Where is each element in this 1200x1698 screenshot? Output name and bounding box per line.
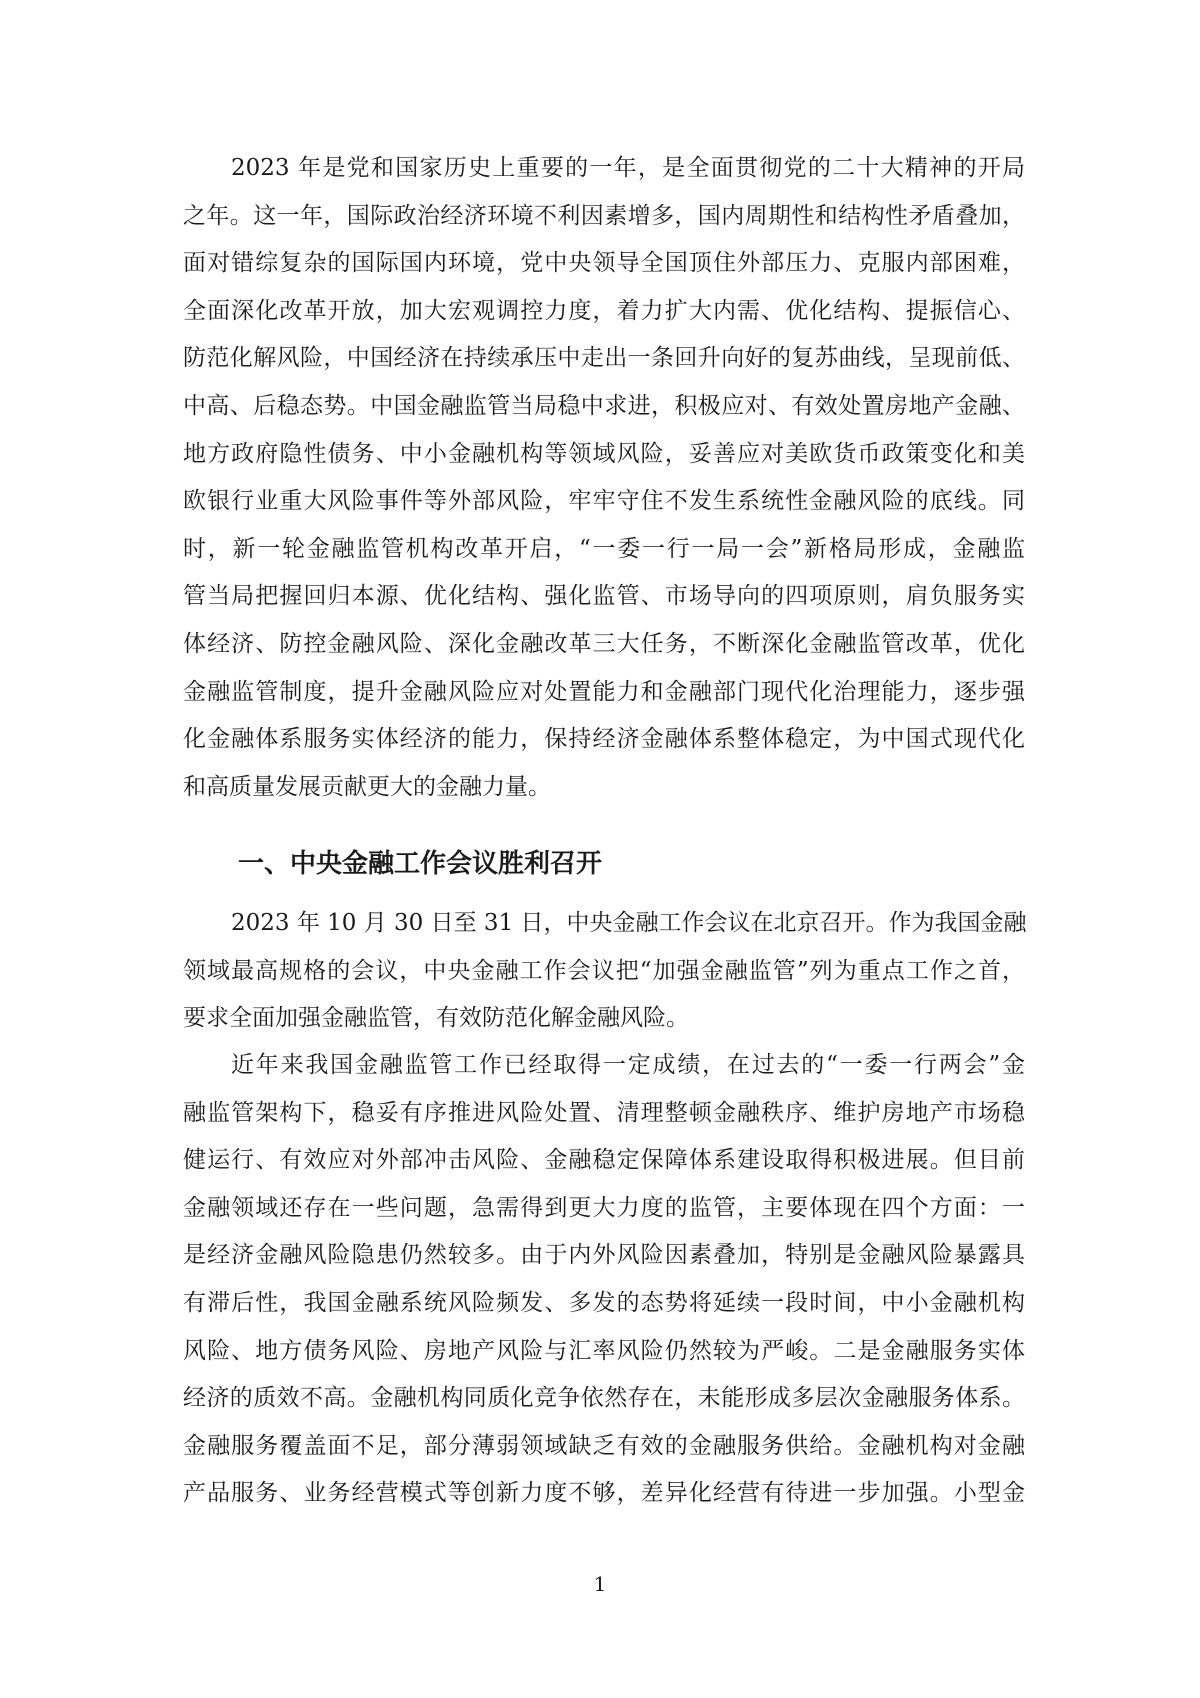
text-line: 领域最高规格的会议，中央金融工作会议把“加强金融监管”列为重点工作之首，: [183, 957, 1025, 984]
text-line: 2023 年是党和国家历史上重要的一年，是全面贯彻党的二十大精神的开局: [231, 155, 1025, 181]
text-line: 化金融体系服务实体经济的能力，保持经济金融体系整体稳定，为中国式现代化: [183, 726, 1025, 753]
text-line: 经济的质效不高。金融机构同质化竞争依然存在，未能形成多层次金融服务体系。: [183, 1385, 1025, 1412]
paragraph-conference: [183, 900, 1025, 1043]
text-line: 有滞后性，我国金融系统风险频发、多发的态势将延续一段时间，中小金融机构: [183, 1289, 1025, 1316]
text-line: 健运行、有效应对外部冲击风险、金融稳定保障体系建设取得积极进展。但目前: [183, 1147, 1025, 1174]
text-line: 和高质量发展贡献更大的金融力量。: [183, 773, 551, 800]
text-line: 管当局把握回归本源、优化结构、强化监管、市场导向的四项原则，肩负服务实: [183, 583, 1025, 610]
text-line: 融监管架构下，稳妥有序推进风险处置、清理整顿金融秩序、维护房地产市场稳: [183, 1099, 1025, 1126]
text-line: 地方政府隐性债务、中小金融机构等领域风险，妥善应对美欧货币政策变化和美: [183, 440, 1025, 467]
paragraph-intro: [183, 145, 1025, 811]
section-heading: 一、中央金融工作会议胜利召开: [238, 849, 603, 879]
text-line: 金融服务覆盖面不足，部分薄弱领域缺乏有效的金融服务供给。金融机构对金融: [183, 1432, 1025, 1459]
paragraph-issues: [183, 1042, 1025, 1518]
text-line: 产品服务、业务经营模式等创新力度不够，差异化经营有待进一步加强。小型金: [183, 1480, 1025, 1507]
text-line: 防范化解风险，中国经济在持续承压中走出一条回升向好的复苏曲线，呈现前低、: [183, 345, 1025, 372]
text-line: 面对错综复杂的国际国内环境，党中央领导全国顶住外部压力、克服内部困难，: [183, 250, 1025, 277]
text-line: 之年。这一年，国际政治经济环境不利因素增多，国内周期性和结构性矛盾叠加，: [183, 202, 1025, 229]
text-line: 风险、地方债务风险、房地产风险与汇率风险仍然较为严峻。二是金融服务实体: [183, 1337, 1025, 1364]
text-line: 体经济、防控金融风险、深化金融改革三大任务，不断深化金融监管改革，优化: [183, 630, 1025, 657]
text-line: 欧银行业重大风险事件等外部风险，牢牢守住不发生系统性金融风险的底线。同: [183, 488, 1025, 515]
text-line: 近年来我国金融监管工作已经取得一定成绩，在过去的“一委一行两会”金: [231, 1052, 1025, 1078]
text-line: 金融监管制度，提升金融风险应对处置能力和金融部门现代化治理能力，逐步强: [183, 678, 1025, 705]
text-line: 中高、后稳态势。中国金融监管当局稳中求进，积极应对、有效处置房地产金融、: [183, 392, 1025, 419]
text-line: 金融领域还存在一些问题，急需得到更大力度的监管，主要体现在四个方面：一: [183, 1194, 1025, 1221]
text-line: 全面深化改革开放，加大宏观调控力度，着力扩大内需、优化结构、提振信心、: [183, 297, 1025, 324]
text-line: 要求全面加强金融监管，有效防范化解金融风险。: [183, 1005, 689, 1032]
text-line: 2023 年 10 月 30 日至 31 日，中央金融工作会议在北京召开。作为我国金融: [231, 910, 1027, 936]
page-number: 1: [593, 1572, 607, 1596]
text-line: 是经济金融风险隐患仍然较多。由于内外风险因素叠加，特别是金融风险暴露具: [183, 1242, 1025, 1269]
text-line: 时，新一轮金融监管机构改革开启，“一委一行一局一会”新格局形成，金融监: [183, 535, 1025, 562]
